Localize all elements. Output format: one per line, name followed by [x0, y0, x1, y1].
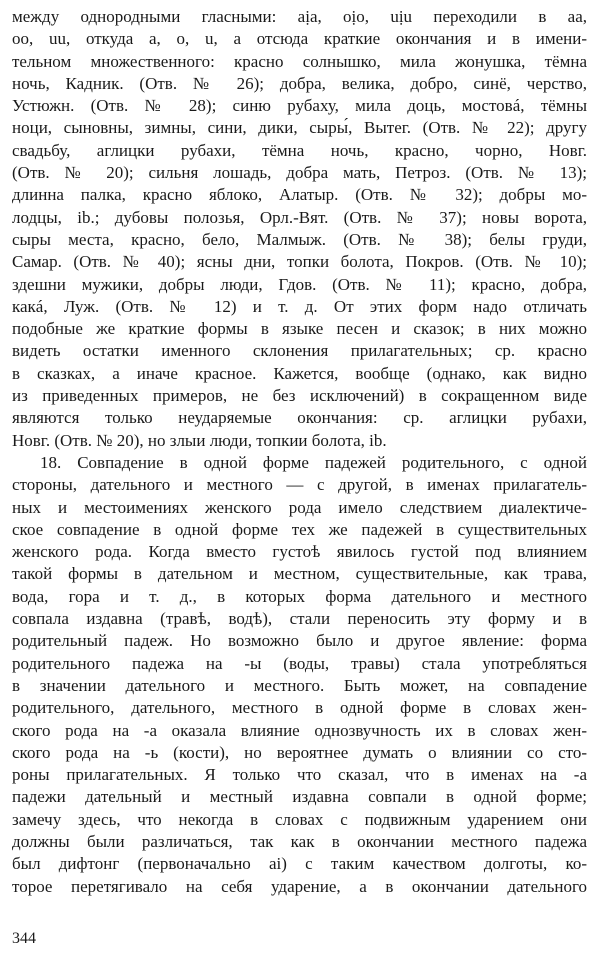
- text-line: свадьбу, аглицки рубахи, тёмна ночь, красно, чорно, Новг.: [12, 140, 587, 160]
- text-line: стороны, дательного и местного — с другой, в именах прилагатель-: [12, 475, 587, 495]
- text-line: родительного падежа на -ы (воды, травы) стала употребляться: [12, 653, 587, 673]
- text-line: в значении дательного и местного. Быть может, на совпадение: [12, 675, 587, 695]
- text-line: ночь, Кадник. (Отв. № 26); добра, велика, добро, синё, черство,: [12, 73, 587, 93]
- text-line: (Отв. № 20); сильня лошадь, добра мать, Петроз. (Отв. № 13);: [12, 163, 587, 183]
- paragraph: [12, 6, 587, 452]
- text-line: лодцы, ib.; дубовы полозья, Орл.-Вят. (Отв. № 37); новы ворота,: [12, 207, 587, 227]
- text-line: здешни мужики, добры люди, Гдов. (Отв. № 11); красно, добра,: [12, 274, 587, 294]
- text-line: Новг. (Отв. № 20), но злыи люди, топкии болота, ib.: [12, 430, 387, 450]
- text-line: Самар. (Отв. № 40); ясны дни, топки болота, Покров. (Отв. № 10);: [12, 252, 587, 272]
- page-body: [12, 6, 587, 898]
- text-line: 18. Совпадение в одной форме падежей родительного, с одной: [40, 452, 587, 472]
- text-line: являются только неударяемые окончания: ср. аглицки рубахи,: [12, 408, 587, 428]
- text-line: ского рода на -а оказала влияние однозвучность их в словах жен-: [12, 720, 587, 740]
- text-line: такой формы в дательном и местном, существительные, как трава,: [12, 564, 587, 584]
- text-line: Устюжн. (Отв. № 28); синю рубаху, мила доць, мостовá, тёмны: [12, 96, 587, 116]
- text-line: ных и местоимениях женского рода имело следствием диалектиче-: [12, 497, 587, 517]
- text-line: подобные же краткие формы в языке песен и сказок; в них можно: [12, 319, 587, 339]
- text-line: сыры места, красно, бело, Малмыж. (Отв. № 38); белы груди,: [12, 229, 587, 249]
- text-line: был дифтонг (первоначально ai) с таким качеством долготы, ко-: [12, 854, 587, 874]
- text-line: длинна палка, красно яблоко, Алатыр. (Отв. № 32); добры мо-: [12, 185, 587, 205]
- text-line: в сказках, а иначе красное. Кажется, вообще (однако, как видно: [12, 363, 587, 383]
- text-line: родительный падеж. Но возможно было и другое явление: форма: [12, 631, 587, 651]
- text-line: ского рода на -ь (кости), но вероятнее думать о влиянии со сто-: [12, 742, 587, 762]
- text-line: падежи дательный и местный издавна совпали в одной форме;: [12, 787, 587, 807]
- text-line: oo, uu, откуда a, o, u, а отсюда краткие окончания и в имени-: [12, 29, 587, 49]
- text-line: видеть остатки именного склонения прилагательных; ср. красно: [12, 341, 587, 361]
- text-line: какá, Луж. (Отв. № 12) и т. д. От этих форм надо отличать: [12, 296, 587, 316]
- text-line: должны были различаться, так как в окончании местного падежа: [12, 831, 587, 851]
- text-line: ское совпадение в одной форме тех же падежей в существительных: [12, 519, 587, 539]
- paragraph: [12, 452, 587, 898]
- text-line: женского рода. Когда вместо густоѣ явилось густой под влиянием: [12, 542, 587, 562]
- text-line: вода, гора и т. д., в которых форма дательного и местного: [12, 586, 587, 606]
- text-line: из приведенных примеров, не без исключений) в сокращенном виде: [12, 386, 587, 406]
- text-line: роны прилагательных. Я только что сказал, что в именах на -а: [12, 765, 587, 785]
- text-line: ноци, сыновны, зимны, сини, дики, сыры́, Вытег. (Отв. № 22); другу: [12, 118, 587, 138]
- text-line: между однородными гласными: aịa, oịo, uịu переходили в aa,: [12, 7, 587, 26]
- text-line: замечу здесь, что некогда в словах с подвижным ударением они: [12, 809, 587, 829]
- text-line: родительного, дательного, местного в одной форме в словах жен-: [12, 698, 587, 718]
- text-line: торое перетягивало на себя ударение, а в окончании дательного: [12, 876, 587, 896]
- page-number: 344: [12, 930, 36, 947]
- text-line: совпала издавна (травѣ, водѣ), стали переносить эту форму и в: [12, 609, 587, 629]
- text-line: тельном множественного: красно солнышко, мила жонушка, тёмна: [12, 51, 587, 71]
